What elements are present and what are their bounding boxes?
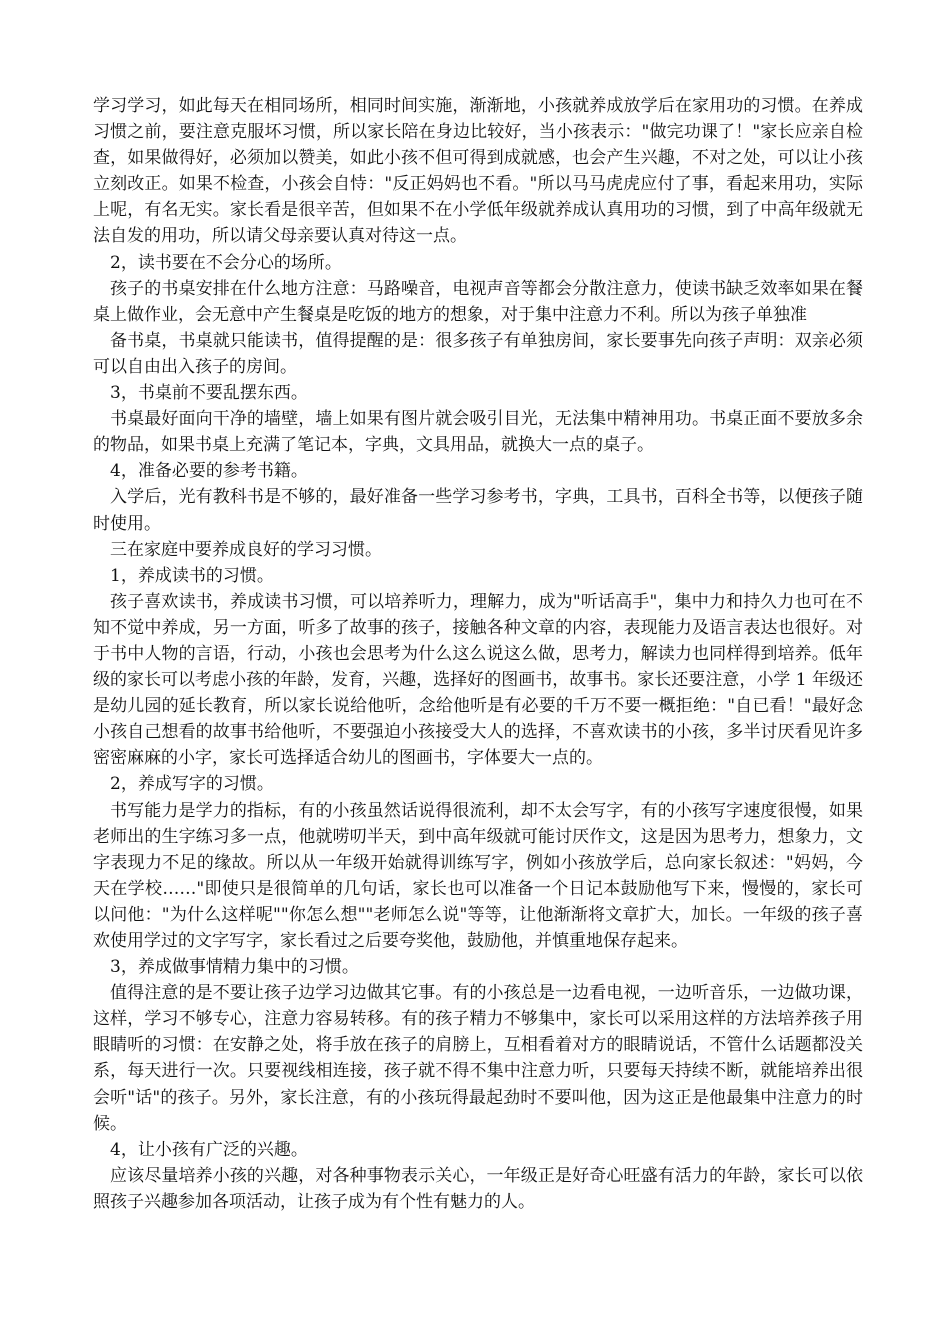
- heading-reading-habit: 1，养成读书的习惯。: [110, 565, 274, 586]
- heading-desk-clutter: 3，书桌前不要乱摆东西。: [110, 383, 308, 404]
- heading-broad-interests: 4，让小孩有广泛的兴趣。: [110, 1139, 308, 1160]
- paragraph-desk-location: 孩子的书桌安排在什么地方注意：马路噪音，电视声音等都会分散注意力，使读书缺乏效率如果在餐桌上做作业，会无意中产生餐桌是吃饭的地方的想象，对于集中注意力不利。所以为孩子单独准: [93, 278, 863, 325]
- paragraph-broad-interests: 应该尽量培养小孩的兴趣，对各种事物表示关心，一年级正是好奇心旺盛有活力的年龄，家长可以依照孩子兴趣参加各项活动，让孩子成为有个性有魅力的人。: [93, 1165, 863, 1212]
- paragraph-writing-habit: 书写能力是学力的指标，有的小孩虽然话说得很流利，却不太会写字，有的小孩写字速度很慢，如果老师出的生字练习多一点，他就唠叨半天，到中高年级就可能讨厌作文，这是因为思考力，想象力，文字表现力不足的缘故。所以从一年级开始就得训练写字，例如小孩放学后，总向家长叙述："妈妈，今天在学校……"即使只是很简单的几句话，家长也可以准备一个日记本鼓励他写下来，慢慢的，家长可以问他："为什么这样呢""你怎么想""老师怎么说"等等，让他渐渐将文章扩大，加长。一年级的孩子喜欢使用学过的文字写字，家长看过之后要夸奖他，鼓励他，并慎重地保存起来。: [93, 800, 863, 951]
- paragraph-desk-only-reading: 备书桌，书桌就只能读书，值得提醒的是：很多孩子有单独房间，家长要事先向孩子声明：双亲必须可以自由出入孩子的房间。: [93, 330, 863, 377]
- heading-focus-habit: 3，养成做事情精力集中的习惯。: [110, 957, 359, 978]
- paragraph-focus-habit: 值得注意的是不要让孩子边学习边做其它事。有的小孩总是一边看电视，一边听音乐，一边做功课，这样，学习不够专心，注意力容易转移。有的孩子精力不够集中，家长可以采用这样的方法培养孩子用眼睛听的习惯：在安静之处，将手放在孩子的肩膀上，互相看着对方的眼睛说话，不管什么话题都没关系，每天进行一次。只要视线相连接，孩子就不得不集中注意力听，只要每天持续不断，就能培养出很会听"话"的孩子。另外，家长注意，有的小孩玩得最起劲时不要叫他，因为这正是他最集中注意力的时候。: [93, 983, 863, 1134]
- heading-study-place: 2，读书要在不会分心的场所。: [110, 252, 342, 273]
- paragraph-reading-habit: 孩子喜欢读书，养成读书习惯，可以培养听力，理解力，成为"听话高手"，集中力和持久力也可在不知不觉中养成，另一方面，听多了故事的孩子，接触各种文章的内容，表现能力及语言表达也很好。对于书中人物的言语，行动，小孩也会思考为什么这么说这么做，思考力，解读力也同样得到培养。低年级的家长可以考虑小孩的年龄，发育，兴趣，选择好的图画书，故事书。家长还要注意，小学 1 年级还是幼儿园的延长教育，所以家长说给他听，念给他听是有必要的千万不要一概拒绝："自已看！"最好念小孩自己想看的故事书给他听，不要强迫小孩接受大人的选择，不喜欢读书的小孩，多半讨厌看见许多密密麻麻的小字，家长可选择适合幼儿的图画书，字体要大一点的。: [93, 591, 863, 769]
- paragraph-desk-clean: 书桌最好面向干净的墙壁，墙上如果有图片就会吸引目光，无法集中精神用功。书桌正面不要放多余的物品，如果书桌上充满了笔记本，字典，文具用品，就换大一点的桌子。: [93, 409, 863, 456]
- document-page: [93, 93, 863, 1215]
- heading-reference-books: 4，准备必要的参考书籍。: [110, 461, 308, 482]
- paragraph-reference-books: 入学后，光有教科书是不够的，最好准备一些学习参考书，字典，工具书，百科全书等，以便孩子随时使用。: [93, 487, 863, 534]
- section-heading-home-habits: 三在家庭中要养成良好的学习习惯。: [110, 539, 382, 560]
- paragraph-study-routine: 学习学习，如此每天在相同场所，相同时间实施，渐渐地，小孩就养成放学后在家用功的习惯。在养成习惯之前，要注意克服坏习惯，所以家长陪在身边比较好，当小孩表示："做完功课了！"家长应亲自检查，如果做得好，必须加以赞美，如此小孩不但可得到成就感，也会产生兴趣，不对之处，可以让小孩立刻改正。如果不检查，小孩会自恃："反正妈妈也不看。"所以马马虎虎应付了事，看起来用功，实际上呢，有名无实。家长看是很辛苦，但如果不在小学低年级就养成认真用功的习惯，到了中高年级就无法自发的用功，所以请父母亲要认真对待这一点。: [93, 96, 863, 247]
- heading-writing-habit: 2，养成写字的习惯。: [110, 774, 274, 795]
